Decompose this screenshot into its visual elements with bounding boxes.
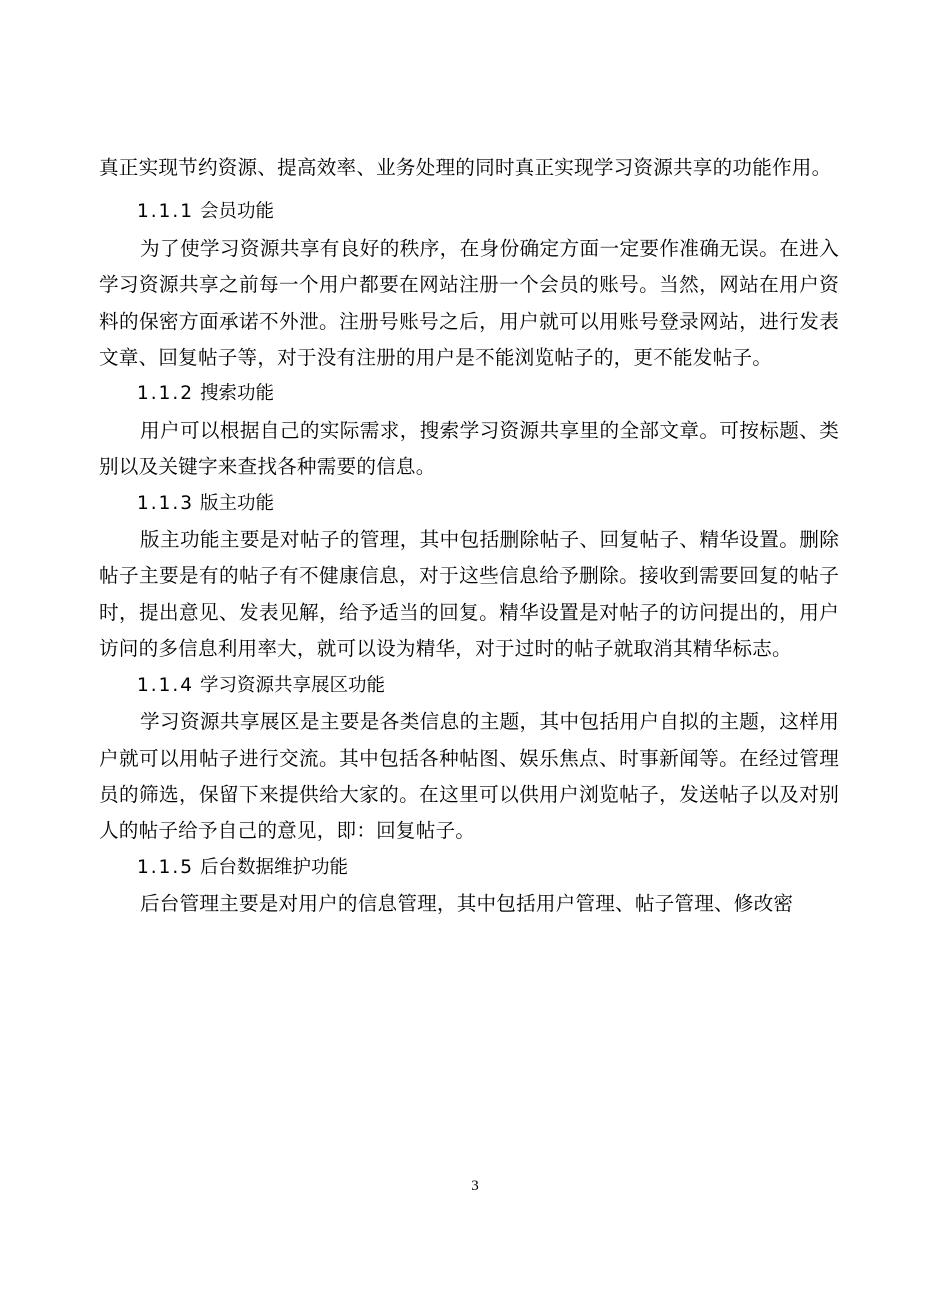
- section-title: 版主功能: [199, 492, 274, 514]
- section-paragraph-1-1-3: 版主功能主要是对帖子的管理，其中包括删除帖子、回复帖子、精华设置。删除帖子主要是有的帖子有不健康信息，对于这些信息给予删除。接收到需要回复的帖子时，提出意见、发表见解，给予适当的回复。精华设置是对帖子的访问提出的，用户访问的多信息利用率大，就可以设为精华，对于过时的帖子就取消其精华标志。: [99, 528, 839, 661]
- section-number: 1.1.2: [137, 383, 195, 405]
- section-number: 1.1.4: [137, 674, 195, 696]
- intro-paragraph: 真正实现节约资源、提高效率、业务处理的同时真正实现学习资源共享的功能作用。: [99, 156, 832, 179]
- section-paragraph-1-1-4: 学习资源共享展区是主要是各类信息的主题，其中包括用户自拟的主题，这样用户就可以用帖子进行交流。其中包括各种帖图、娱乐焦点、时事新闻等。在经过管理员的筛选，保留下来提供给大家的。在这里可以供用户浏览帖子，发送帖子以及对别人的帖子给予自己的意见，即：回复帖子。: [99, 710, 839, 843]
- section-number: 1.1.1: [137, 201, 195, 223]
- section-heading-1-1-2: [99, 376, 839, 412]
- section-paragraph-1-1-2: 用户可以根据自己的实际需求，搜索学习资源共享里的全部文章。可按标题、类别以及关键字来查找各种需要的信息。: [99, 418, 839, 479]
- section-title: 会员功能: [199, 201, 274, 223]
- section-paragraph-1-1-5: 后台管理主要是对用户的信息管理，其中包括用户管理、帖子管理、修改密: [140, 892, 794, 916]
- page-number: 3: [471, 1178, 479, 1194]
- section-number: 1.1.3: [137, 492, 195, 514]
- section-title: 搜索功能: [199, 383, 274, 405]
- section-paragraph-1-1-1: 为了使学习资源共享有良好的秩序，在身份确定方面一定要作准确无误。在进入学习资源共享之前每一个用户都要在网站注册一个会员的账号。当然，网站在用户资料的保密方面承诺不外泄。注册号账号之后，用户就可以用账号登录网站，进行发表文章、回复帖子等，对于没有注册的用户是不能浏览帖子的，更不能发帖子。: [99, 236, 839, 370]
- section-title: 学习资源共享展区功能: [199, 674, 385, 696]
- section-heading-1-1-1: [99, 194, 839, 230]
- section-heading-1-1-4: [99, 668, 839, 704]
- section-heading-1-1-5: [99, 850, 839, 886]
- section-heading-1-1-3: [99, 486, 839, 522]
- section-title: 后台数据维护功能: [199, 856, 348, 878]
- page-content: [99, 150, 839, 923]
- section-number: 1.1.5: [137, 856, 195, 878]
